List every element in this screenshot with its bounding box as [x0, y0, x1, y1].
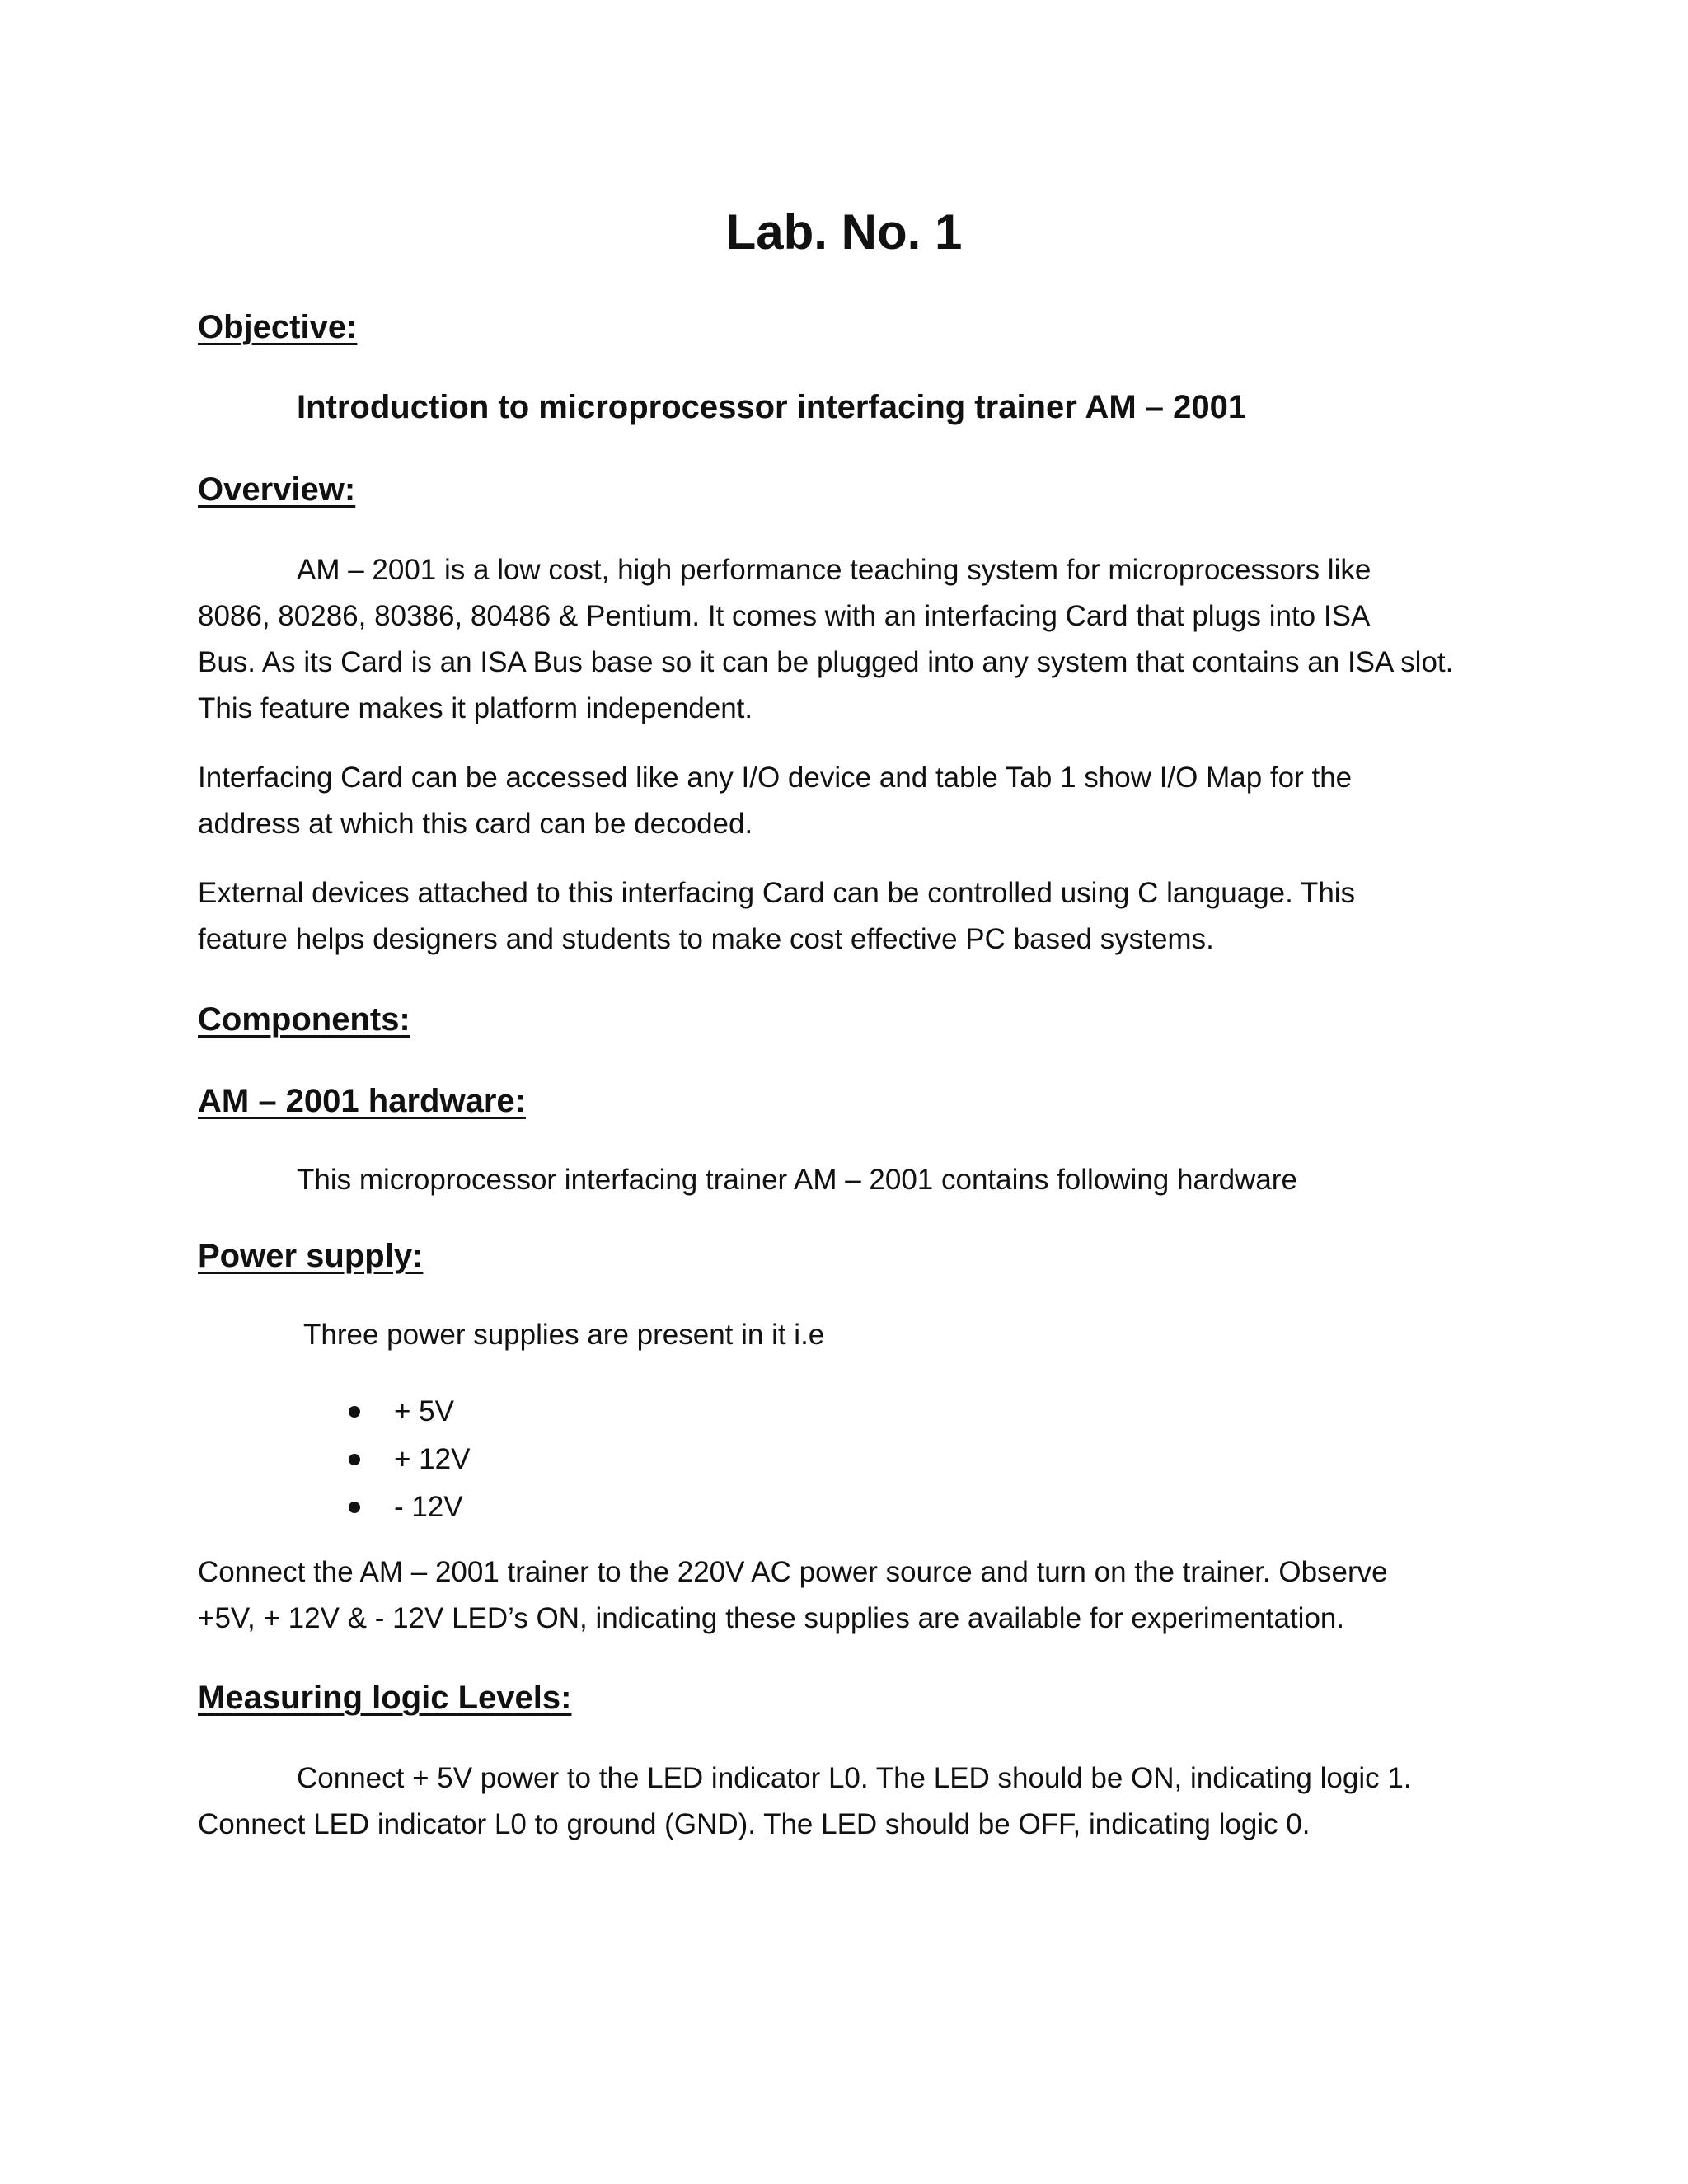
bullet-icon — [349, 1502, 360, 1513]
objective-heading: Objective: — [198, 309, 358, 345]
overview-p2-line-1: Interfacing Card can be accessed like any I/O device and table Tab 1 show I/O Map for the — [198, 762, 1353, 794]
logic-levels-paragraph — [198, 1755, 1484, 1848]
list-item — [346, 1388, 470, 1436]
overview-heading: Overview: — [198, 471, 356, 508]
overview-p1-line-4: This feature makes it platform independent. — [198, 692, 753, 724]
list-item-text: + 5V — [394, 1395, 454, 1427]
list-item — [346, 1483, 470, 1531]
power-supply-line-1: Connect the AM – 2001 trainer to the 220V AC power source and turn on the trainer. Observe — [198, 1556, 1388, 1588]
list-item — [346, 1436, 470, 1483]
overview-paragraph-3 — [198, 870, 1484, 963]
overview-p3-line-1: External devices attached to this interfacing Card can be controlled using C language. This — [198, 877, 1356, 909]
power-supply-paragraph — [198, 1549, 1484, 1642]
page-title: Lab. No. 1 — [725, 204, 963, 260]
overview-p3-line-2: feature helps designers and students to make cost effective PC based systems. — [198, 923, 1214, 955]
overview-p1-line-1: AM – 2001 is a low cost, high performance teaching system for microprocessors like — [297, 554, 1372, 586]
overview-paragraph-2 — [198, 755, 1484, 847]
hardware-heading: AM – 2001 hardware: — [198, 1083, 526, 1119]
bullet-icon — [349, 1406, 360, 1418]
hardware-paragraph — [198, 1157, 1484, 1203]
power-supply-line-2: +5V, + 12V & - 12V LED’s ON, indicating these supplies are available for experimentation. — [198, 1602, 1345, 1634]
hardware-text: This microprocessor interfacing trainer AM – 2001 contains following hardware — [297, 1164, 1297, 1196]
power-supply-list — [346, 1388, 470, 1531]
overview-p2-line-2: address at which this card can be decoded. — [198, 808, 753, 840]
overview-p1-line-2: 8086, 80286, 80386, 80486 & Pentium. It comes with an interfacing Card that plugs into ISA — [198, 600, 1371, 632]
bullet-icon — [349, 1454, 360, 1465]
objective-text: Introduction to microprocessor interfacing trainer AM – 2001 — [297, 389, 1247, 425]
overview-paragraph-1 — [198, 547, 1484, 732]
logic-levels-heading: Measuring logic Levels: — [198, 1680, 572, 1716]
list-item-text: + 12V — [394, 1443, 471, 1475]
power-supply-heading: Power supply: — [198, 1238, 424, 1274]
list-item-text: - 12V — [394, 1491, 463, 1523]
power-supply-intro-paragraph — [303, 1312, 1589, 1358]
logic-levels-line-1: Connect + 5V power to the LED indicator L0. The LED should be ON, indicating logic 1. — [297, 1762, 1412, 1794]
power-supply-intro: Three power supplies are present in it i.e — [303, 1319, 825, 1351]
overview-p1-line-3: Bus. As its Card is an ISA Bus base so it can be plugged into any system that contains an ISA slot. — [198, 646, 1454, 678]
components-heading: Components: — [198, 1001, 410, 1038]
logic-levels-line-2: Connect LED indicator L0 to ground (GND). The LED should be OFF, indicating logic 0. — [198, 1808, 1311, 1840]
